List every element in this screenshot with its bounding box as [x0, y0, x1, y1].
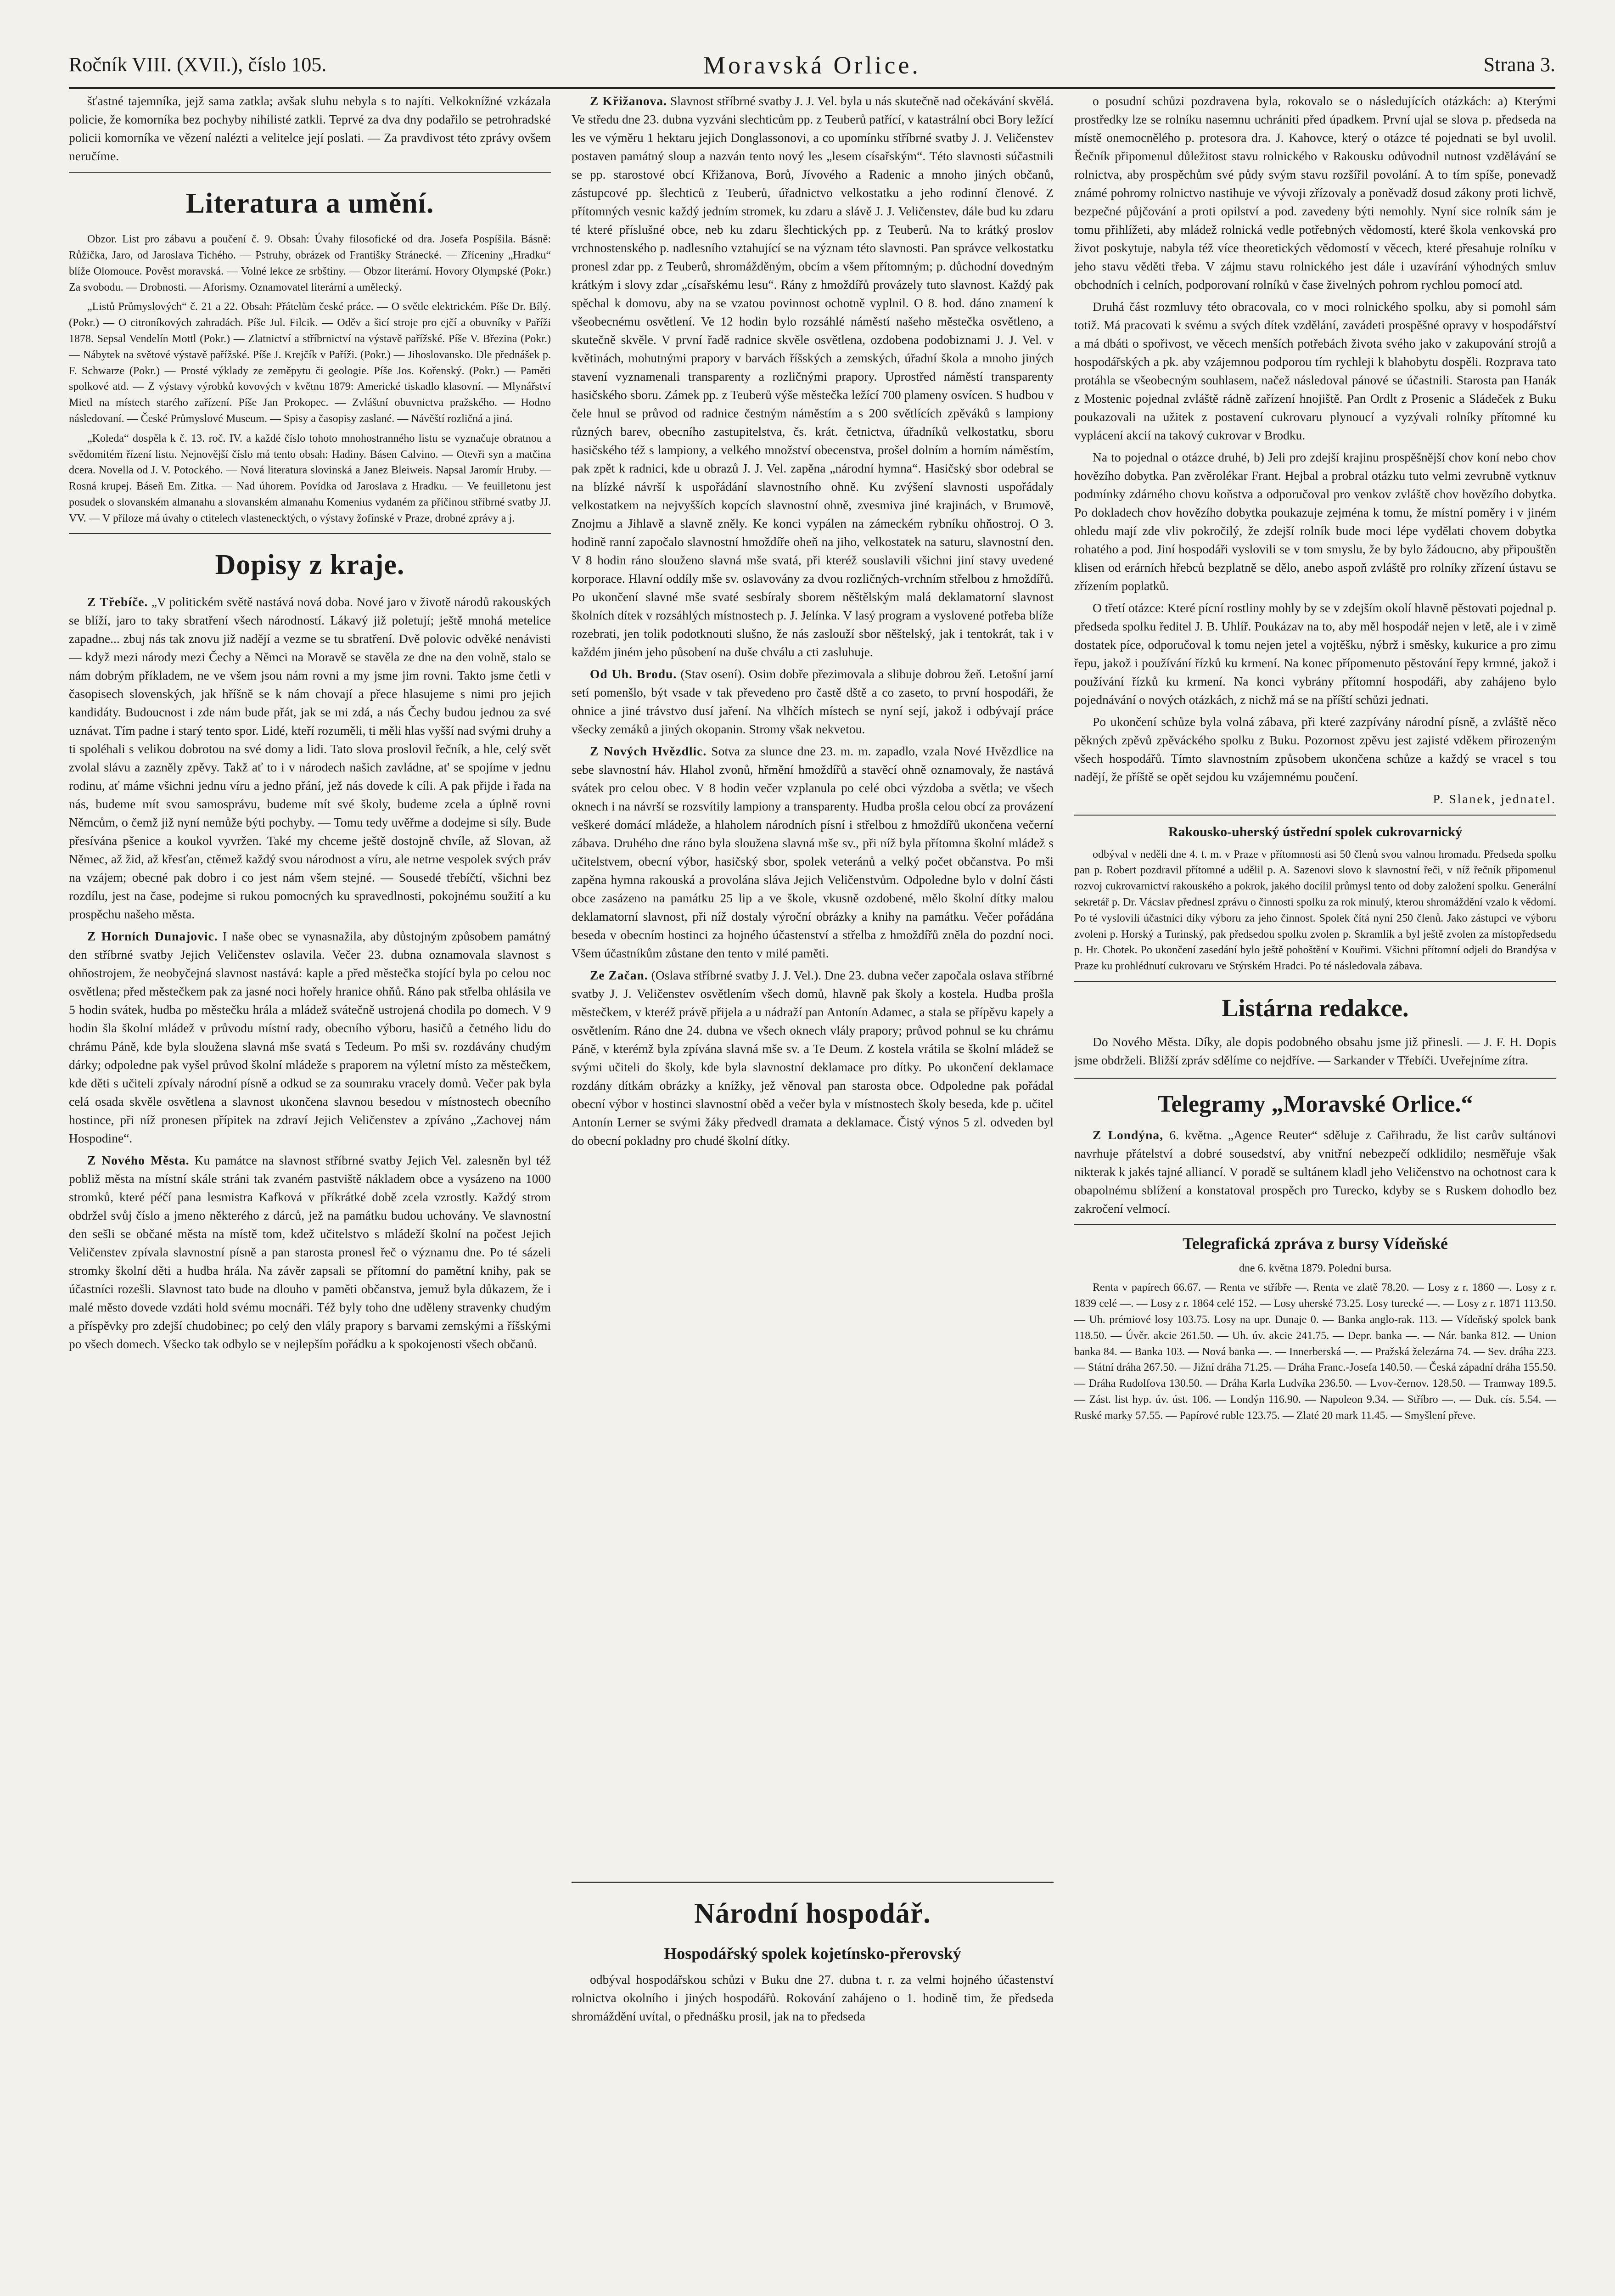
letter-nove-mesto [69, 1151, 551, 1353]
economy-continued-1: o posudní schůzi pozdravena byla, rokovalo se o následujících otázkách: a) Kterými prostředky lze se rolníku nasemnu uchrániti před úpadkem. První ujal se slova p. předseda na místě onemocnělého p. protesora dra. J. Kahovce, který o otázce té pojednati se byl uvolil. Řečník připomenul důležitost stavu rolnického v Rakousku odůvodnil nutnost vzdělávání se rolnictva, aby prospěchům své půdy svým stavu rozšířil povolání. A to tím spíše, ponevadž známé pohromy rolnictvo nastihuje ve vývoji zřízovaly a poněvadž dosud zákony proti lichvě, bezpečné půjčování a proti opilství a pod. zavedeny býti nemohly. Nyní sice rolník sám je tomu přihlížeti, aby mládež rolnická vedle potřebných vědomostí, které škola venkovská pro život poskytuje, nabyla též více theoretických vědomostí v věcech, které přesahuje rolníku v jeho stavu věděti třeba. V zájmu stavu rolnického jest dále i uzavírání výhodných smluv obchodních i celních, podporovaní rolníků v čase živelných pohrom rychlou pomocí atd. [1074, 94, 1556, 292]
economy-text: odbýval hospodářskou schůzi v Buku dne 27. dubna t. r. za velmi hojného účastenství rolnictva okolního i jiných hospodářů. Rokování zahájeno o 1. hodině tim, že předseda shromáždění uvítal, o přednášku prosil, jak na to předseda [572, 1972, 1054, 2023]
letter-place: Z Horních Dunajovic. [87, 929, 218, 943]
letter-trebic [69, 593, 551, 923]
telegram-london [1074, 1126, 1556, 1218]
letter-place: Z Nového Města. [87, 1153, 190, 1167]
literature-heading: Literatura a umění. [185, 188, 434, 219]
literature-listy: „Listů Průmyslových“ č. 21 a 22. Obsah: Přátelům české práce. — O světle elektrickém. Píše Dr. Bílý. (Pokr.) — O citroníkových zahradách. Píše Jul. Filcik. — Oděv a šicí stroje pro ejčí a obuvníky v Paříži 1878. Sepsal Vendelín Mottl (Pokr.) — Zlatnictví a stříbrnictví na výstavě pařížské. Píše V. Březina (Pokr.) — Nábytek na světové výstavě pařížské. Píše J. Krejčík v Paříži. (Pokr.) — Jihoslovansko. Dle přednášek p. F. Schwarze (Pokr.) — Prosté výklady ze zeměpytu či geologie. Píše Jos. Kořenský. (Pokr.) — Paměti spolkové atd. — Z výstavy výrobků kovových v květnu 1879: Americké tiskadlo klasovní. — Mlynářství Mietl na místech starého zařízení. Píše Jan Prokopec. — Zvláštní obuvnictva pražského. — Hodno následovaní. — České Průmyslové Museum. — Spisy a časopisy zaslané. — Návěští rozličná a jiná. [69, 301, 551, 425]
letter-text: „V politickém světě nastává nová doba. Nové jaro v životě národů rakouských se blíží, jaro to taky sbratření všech národností. Lákavý již poletují; ještě mnohá metelice zapadne... zbuj nás tak znovu již nadějí a vezme se tu sbratření. Dvě polovic odvěké nenávisti — když mezi národy mezi Čechy a Němci na Moravě se stavěla ze dne na den volně, stalo se nám dobrým příkladem, ne ve všem jsou nám rovni a my jsme jim rovni. Takto jsme četli v časopisech slovenských, jak hříšně se k nám chovají a přece hlasujeme s nimi pro jejich kandidáty. Budoucnost i zde nám bude přát, jak se mi zdá, a nás Čechy budou jednou za své uznávat. Tím padne i starý tento spor. Lidé, kteří rozuměli, ti měli hlas vyšší nad svými druhy a ti spoléhali s velikou dobrotou na své domy a lidi. Tato slova proslovil řečník, a hle, celý svět zvolal slávu a zazněly zpěvy. Takž ať to i v národech našich zavládne, at' se spojíme v jednu rodinu, ať máme všichni jednu víru a jedno přání, jež nás dovede k cíli. A pak přijde i řada na nás, budeme mít svou samosprávu, budeme mít své školy, budeme zcela a úplně rovni Němcům, o čemž již nyní nemůže býti pochyby. — Tomu tedy uvěřme a dodejme si síly. Bude přesívána pšenice a koukol vyvržen. Také my chceme ještě dostojně chvíle, až Slovan, až Němec, až žid, až křesťan, ctěmež každý svou národnost a víru, ale netrne vespolek svých práv na vzájem; obecné pak dobro i co jest nám všem stejné. — Sousedé třebíčtí, všichni bez rozdílu, jest na čase, podejme si rukou pomocných ku spravedlnosti, pokojnému soužití a ku prospěchu našeho města. [69, 594, 551, 921]
letter-dunajovice [69, 927, 551, 1148]
economy-heading: Národní hospodář. [694, 1898, 931, 1929]
intro-paragraph: šťastné tajemníka, jejž sama zatkla; avšak sluhu nebyla s to najíti. Velkoknížné vzkázala policie, že komorníka bez pochyby nihilisté zatkli. Teprvé za dva dny podařilo se petrohradské policii komorníka ve vězení nalézti a velitelce její poslati. — Za pravdivost této zprávy ovšem neručíme. [69, 94, 551, 163]
economy-continued-3: Na to pojednal o otázce druhé, b) Jeli pro zdejší krajinu prospěšnější chov koní nebo chov hovězího dobytka. Pan zvěrolékar Frant. Hejbal a probral otázku tuto velmi zevrubně vytknuv podmínky zdárného chovu koňstva a odporučoval pro venkov zvláště chov hovězího dobytka. Po dokladech chov hovězího dobytka poukazuje zejména k tomu, že místní poměry i v jiném ohledu mají zde vliv pokročilý, že zdejší rolník bude moci lépe vydělati chovem dobytka rohatého a pod. Jiní hospodáři vyslovili se v tom smyslu, že by bylo žádoucno, aby připouštěn klisen od erárních hřebců bezplatně se dělo, anebo aspoň zvláště pro rolníky zřízení ústavu se zřízením poplatků. [1074, 450, 1556, 593]
sugar-union-heading: Rakousko-uherský ústřední spolek cukrovarnický [1168, 824, 1463, 839]
page-number: Strana 3. [1483, 53, 1555, 76]
divider [1074, 815, 1556, 816]
letter-uh-brod [572, 665, 1054, 738]
letter-place: Od Uh. Brodu. [590, 667, 677, 681]
column-3 [1074, 92, 1556, 2296]
literature-obzor: Obzor. List pro zábavu a poučení č. 9. Obsah: Úvahy filosofické od dra. Josefa Pospíšila. Básně: Růžička, Jaro, od Jaroslava Tichého. — Pstruhy, obrázek od Františky Stránecké. — Zříceniny „Hradku“ blíže Olomouce. Pověst moravská. — Volné lekce ze srbštiny. — Obzor literární. Hovory Olympské (Pokr.) Za svobodu. — Drobnosti. — Aforismy. Oznamovatel literární a umělecký. [69, 233, 551, 293]
letter-place: Z Třebíče. [87, 594, 148, 609]
telegram-place: Z Londýna, [1093, 1128, 1164, 1142]
stock-exchange-heading: Telegrafická zpráva z bursy Vídeňské [1182, 1234, 1448, 1253]
letter-zacany [572, 966, 1054, 1150]
letter-krizanov [572, 92, 1054, 661]
letter-place: Z Křižanova. [590, 94, 667, 108]
sugar-union-text: odbýval v neděli dne 4. t. m. v Praze v přítomnosti asi 50 členů svou valnou hromadu. Předseda spolku pan p. Robert pozdravil přítomné a udělil p. A. Sazenovi slovo k slavnostní řeči, v níž řečník připomenul rozvoj cukrovarnictví rakouského a pokrok, jakého docílil průmysl tento od doby založení spolku. Generální sekretář p. Dr. Vácslav přednesl zprávu o činnosti spolku za rok minulý, kterou shromáždění vzalo k vědomí. Po té vyslovili účastníci díky výboru za jeho činnost. Spolek čítá nyní 250 členů. Jako zástupci ve výboru zvoleni p. Horský a Turinský, pak předsedou spolku zvolen p. Skramlík a byl ještě zvolen za místopředsedu p. Hr. Chotek. Po ukončení zasedání bylo ještě pohoštění v Kouřimi. Všichni přítomní odjeli do Brandýsa v Praze ku prohlédnutí cukrovaru ve Stýrském Hradci. Po té následovala zábava. [1074, 848, 1556, 973]
letter-hvezdlice [572, 742, 1054, 962]
signature: P. Slanek, jednatel. [1433, 792, 1556, 806]
letter-text: (Oslava stříbrné svatby J. J. Vel.). Dne 23. dubna večer započala oslava stříbrné svatby J. J. Veličenstev osvětlením všech domů, hlavně pak školy a kostela. Hudba prošla městečkem, v kteréž právě přijela a u nádraží pan Antonín Adamec, a stala se přípěvu kapely a osvětlením. Ráno dne 24. dubna ve všech oknech vlály prapory; průvod pohnul se ku chrámu Páně, v kterémž byla zpívána slavná mše sv. a Te Deum. Z kostela vrátila se školní mládež se svými učiteli do školy, kde byla slavnostní deklamace pro dítky. Po ukončení deklamace rozdány dítkám obrázky a knížky, jež věnoval pan starosta obce. Odpoledne pak pořádal obecní výbor v hostinci slavnostní oběd a večer byla v místnostech školy beseda, kde p. učitel Antonín Lerner se svými žáky předvedl dramata a deklamace. Čistý výnos 5 zl. odveden byl do obecní pokladny pro chudé školní dítky. [572, 968, 1054, 1148]
column-2-letters [572, 92, 1054, 1874]
letter-text: I naše obec se vynasnažila, aby důstojným způsobem památný den stříbrné svatby Jejich Veličenstev oslavila. Večer 23. dubna oznamovala slavnost s ohňostrojem, že neobyčejná slavnost nastává: kaple a před městečka stojící byla po celou noc osvětlena; před městečkem pak za jasné noci hořely hranice ohňů. Ráno pak střelba ohlásila ve 5 hodin svátek, hudba po městečku hrála a mládež svátečně ustrojená chodila po domech. V 9 hodin šla školní mládež v průvodu místní rady, obecního výboru, hasičů a četného lidu do chrámu Páně, kde byla sloužena slavná mše svatá s Tedeum. Po mši sv. rozdávány chudým dárky; odpoledne pak vyšel průvod školní mládeže s praporem na výletní místo za městečkem, kde děti s učiteli zpívaly národní písně a odkud se za soumraku vracely domů. Večer pak byla celá osada skvěle osvětlena a slavnost ukončena slavnou besedou v místnostech obecního hostince, při níž pronesen přípitek na zdraví Jejich Veličenstev a zpíváno „Zachovej nám Hospodine“. [69, 929, 551, 1145]
column-2 [572, 92, 1054, 2296]
stock-exchange-date: dne 6. května 1879. Polední bursa. [1239, 1262, 1391, 1274]
divider [1074, 981, 1556, 982]
divider [69, 533, 551, 534]
divider [69, 172, 551, 173]
letters-heading: Dopisy z kraje. [215, 549, 405, 580]
stock-exchange-quotes: Renta v papírech 66.67. — Renta ve stříbře —. Renta ve zlatě 78.20. — Losy z r. 1860 —. Losy z r. 1839 celé —. — Losy z r. 1864 celé 152. — Losy uherské 73.25. Losy turecké —. — Losy z r. 1871 113.50. — Uh. prémiové losy 103.75. Losy na upr. Dunaje 0. — Banka anglo-rak. 113. — Vídeňský spolek bank 118.50. — Úvěr. akcie 261.50. — Uh. úv. akcie 241.75. — Depr. banka —. — Nár. banka 812. — Union banka 84. — Banka 103. — Nová banka —. — Innerberská —. — Pražská železárna 74. — Sev. dráha 223. — Státní dráha 267.50. — Jižní dráha 71.25. — Dráha Franc.-Josefa 140.50. — Česká západní dráha 155.50. — Dráha Rudolfova 130.50. — Dráha Karla Ludvíka 236.50. — Lvov-černov. 128.50. — Tramway 189.5. — Zást. list hyp. úv. úst. 106. — Londýn 116.90. — Napoleon 9.34. — Stříbro —. — Duk. cís. 5.54. — Ruské marky 57.55. — Papírové ruble 123.75. — Zlaté 20 mark 11.45. — Smyšlení převe. [1074, 1282, 1556, 1422]
newspaper-title: Moravská Orlice. [703, 51, 921, 79]
economy-subheading: Hospodářský spolek kojetínsko-přerovský [664, 1944, 961, 1963]
literature-koleda: „Koleda“ dospěla k č. 13. roč. IV. a každé číslo tohoto mnohostranného listu se vyznačuje obratnou a svědomitém řízení listu. Nejnovější číslo má tento obsah: Hadiny. Básen Calvino. — Otevři syn a matčina dcera. Novella od J. V. Potockého. — Nová literatura slovinská a Janez Bleiweis. Napsal Jaromír Hruby. — Rosná krupej. Báseň Em. Zitka. — Nad úhorem. Povídka od Jaroslava z Hradku. — Ve feuilletonu jest posudek o slovanském almanahu a slovanském almanahu Komenius vydaném za příčinou stříbrné svatby JJ. VV. — V příloze má úvahy o ctitelech vlastenecktých, o výstavy žofínské v Praze, drobné zprávy a j. [69, 432, 551, 524]
divider [572, 1881, 1054, 1883]
issue-number: Ročník VIII. (XVII.), číslo 105. [69, 53, 327, 76]
letter-text: Sotva za slunce dne 23. m. m. zapadlo, vzala Nové Hvězdlice na sebe slavnostní háv. Hlahol zvonů, hřmění hmoždířů a stavěcí ohně oznamovaly, že nastává svátek pro celou obec. V 8 hodin večer vzplanula po celé obci výzdoba a světla; ve všech oknech i na návrší se rozsvítily lampiony a transparenty. Hudba prošla celou obcí za provázení veškeré domácí mládeže, a hlaholem národních písní i střelbou z hmoždířů ukončena večerní zábava. Druhého dne ráno byla sloužena slavná mše sv., při níž byla přítomna školní mládež s učitelstvem, obecní výbor, hasičský sbor, spolek veteránů a velký počet občanstva. Po mši zapěna hymna rakouská a provolána sláva Jejich Veličenstvům. Odpoledne bylo v dolní části obce zasázeno na památku 25 lip a ve škole, vkusně ozdobené, mělo školní dítky malou deklamatorní slavnost, při níž dostaly výroční obrázky a knihy na památku. Večer pořádána beseda v obecním hostinci za hojného účastenství a střelba z hmoždířů zněla do pozdní noci. Všem účastníkům zůstane den tento v milé paměti. [572, 744, 1054, 960]
letter-text: (Stav osení). Osim dobře přezimovala a slibuje dobrou žeň. Letošní jarní setí pomenšlo, být vsade v tak převedeno pro častě dště a co zaseto, to první hospodáři, že ohnice a jiné trávstvo dusí jaření. Na vlhčích místech se nyní sejí, jakož i odbývají práce všecky zemáků a jiných okopanin. Stromy však nekvetou. [572, 667, 1054, 736]
divider [1074, 1224, 1556, 1225]
letter-text: Ku památce na slavnost stříbrné svatby Jejich Vel. zalesněn byl též pobliž města na místní skále stráni tak zvaném pastviště nákladem obce a vysázeno na 1000 stromků, které péčí pana lesmistra Kafková v příkrátké době zcela vzrostly. Každý strom obdržel svůj číslo a jmeno některého z dárců, jež na památku budou uchovány. Ve slavnostní den sešli se občané města na místě tom, kdež učitelstvo s mládeží školní na počest Jejich Veličenstev zpívala slavnostní písně a pan starosta pronesl řeč o významu dne. Po té sázeli stromky školní děti a hudba hrála. Na závěr zapsali se přítomní do pamětní knihy, pak se účastníci rozešli. Slavnost tato bude na dlouho v paměti občanstva, jemuž byla důkazem, že i malé město dovede vzdáti hold svému mocnáři. Též byly toho dne uděleny stravenky chudým a příspěvky pro zdejší chudobinec; po celý den vlály prapory s barvami zemskými a říšskými po všech domech. Všecko tak odbylo se v nejlepším pořádku a k spokojenosti všech občanů. [69, 1153, 551, 1351]
letter-place: Z Nových Hvězdlic. [590, 744, 707, 758]
economy-continued-5: Po ukončení schůze byla volná zábava, při které zazpívány národní písně, a zvláště něco pěkných zpěvů zpěváckého spolku z Buku. Pozornost zpěvu jest zajisté vděkem přirozeným všech hospodářů. Tímto slavnostním způsobem ukončena schůze a každý se vracel s tou nadějí, že příště se opět sejdou ku vzájemnému poučení. [1074, 715, 1556, 784]
letter-place: Ze Začan. [590, 968, 648, 982]
masthead [69, 44, 1555, 89]
economy-continued-4: O třetí otázce: Které pícní rostliny mohly by se v zdejším okolí hlavně pěstovati pojednal p. předseda spolku ředitel J. B. Uhlíř. Poukázav na to, aby měl hospodář nejen v letě, ale i v zimě dostatek píce, odporučoval k tomu nejen jetel a vojtěšku, nýbrž i směsky, kukurice a pro zimu řepu, jakož i používání řízků ku krmení. Na konec přípomenuto pěstování řepy krmné, jakož i používání řízků ku krmení. Na konci vybrány přítomní hospodáři, aby zahájeno bylo pojednávání o nových otázkách, z nichž má se na příští schůzi jednati. [1074, 601, 1556, 707]
telegrams-heading: Telegramy „Moravské Orlice.“ [1157, 1091, 1473, 1117]
letter-text: Slavnost stříbrné svatby J. J. Vel. byla u nás skutečně nad očekávání skvělá. Ve středu dne 23. dubna vyzváni slechticům pp. z Teuberů patřící, v katastrální obci Bory ležící les ve výměru 1 hektaru jejich Donglassonovi, a co upomínku stříbrné svatby J. J. Veličenstev postaven památný sloup a nazván tento nový les „lesem císařským“. Této slavnosti súčastnili se pp. starostové obcí Křižanova, Borů, Jívového a Radenic a mnoho jiných občanů, zástupcové pp. šlechticů z Teuberů, úřadnictvo velkostatku a jeho rodinní členové. Z přítomných vesnic každý jedním stromek, ku zdaru a slávě J. J. Veličenstev, dále bud ku zdaru té které příslušné obce, neb ku zdaru šlechtických pp. z Teuberů. Na to krátký proslov vrchnostenského p. nadlesního vztahující se na význam této slavnosti. Pan správce velkostatku pronesl zdar pp. z Teuberů, shromážděným, obcím a všem přítomným; p. důchodní dovedným krátkým i slovy zdar „císařskému lesu“. Rány z hmoždířů provázely tuto slavnost. Každý pak spěchal k domovu, aby na se vzatou povinnost ochotně vyplnil. O 8. hod. dáno znamení k všeobecnému osvětlení. Ve 12 hodin bylo rozsáhlé náměstí našeho městečka osvětleno, a skutečně skvěle. V první řadě radnice skvěle osvětlena, ozdobena podobiznami J. J. Vel. v květinách, mohutnými prapory v barvách říšských a zemských, úřadní škola a mnoho jiných stavení vyznamenali transparenty a rozličnými prapory. Uprostřed náměstí transparenty hasičského sboru. Zámek pp. z Teuberů výše městečka ležící 700 plameny osvícen. S hudbou v čele hnul se průvod od radnice čestným náměstím a s 200 světlících zpěváků s lampiony různých barev, obecního zastupitelstva, čs. krát. četnictva, úřadníků velkostatku, sboru hasičského též s lampiony, a velkého množství obecenstva, prošel dolním a horním náměstím, pak zpět k radnici, kde u obrazů J. J. Vel. zapěna „národní hymna“. Hasičský sbor odebral se na blízké návrší k uspořádání slavnostního ohně. Ku zvýšení slavnosti uspořádaly velkostatkem na nejvyšších kopcích slavnostní ohně, zvesmiva jiné krajinách, v Brumově, Znojmu a Jihlavě a slavně zněly. Ke konci vypálen na zámeckém rybníku ohňostroj. O 3. hodině ranní započalo slavnostní hmoždíře oheň na jiho, velkostatek na saturu, slavnostní den. V 8 hodin ráno slouženo slavná mše svatá, při kteréž souslavili všichni jiní stavy uvedené korporace. Hlavní oddíly mše sv. oslavovány za dvou rozličných-vrchním střelbou z hmoždířů. Po ukončení slavné mše svaté sesbíraly sborem něštělským malá deklamatorní slavnost školních dítek v rozsáhlých místnostech p. J. Jelínka. V lasý program a vyslovené potřeba blíže rozebrati, jen tolik podotknouti slušno, že nás zaslouží sbor něštelský, jak i tentokrát, tak i v každém jiném jeho působení na duše chválu a cti zasluhuje. [572, 94, 1054, 659]
editorial-letters-text: Do Nového Města. Díky, ale dopis podobného obsahu jsme již přinesli. — J. F. H. Dopis jsme obdrželi. Bližší zpráv sdělíme co nejdříve. — Sarkander v Třebíči. Uveřejníme zítra. [1074, 1034, 1556, 1067]
telegram-text: 6. května. „Agence Reuter“ sděluje z Cařihradu, že list carův sultánovi navrhuje přátelství a dobré sousedství, aby vnitřní nebezpečí odklidilo; nesměřuje však nikterak k jakés tajné alliancí. V poradě se sultánem kladl jeho Veličenstvo na ochotnost cara k obapolnému sblížení a konstatoval prospěch pro Turecko, kdyby se s Ruskem dohodlo bez zakročení velmocí. [1074, 1128, 1556, 1216]
editorial-letters-heading: Listárna redakce. [1222, 994, 1409, 1022]
column-1 [69, 92, 551, 2296]
divider [1074, 1077, 1556, 1079]
economy-continued-2: Druhá část rozmluvy této obracovala, co v moci rolnického spolku, aby si pomohl sám totiž. Má pracovati k svému a svých dítek vzdělání, zavádeti prospěšné opravy v hospodářství a má dbáti o spořivost, ve věcech menších potřebách života svého jako v zakupování strojů a hospodářských a pk. aby vzájemnou podporou tím rychleji k blahobytu dospěli. Rozprava tato protáhla se všeobecným souhlasem, načež následoval pánové se účastnili. Starosta pan Hanák z Mostenic pojednal zvláště rádně zařízení hnojiště. Pan Ordlt z Prosenic a Sládeček z Buku poukazovali na užitek z postavení cukrovaru plynoucí a vyzývali rolníky přítomné ku vyplácení akcií na takový cukrovar v Brodku. [1074, 299, 1556, 442]
columns [69, 92, 1556, 2296]
